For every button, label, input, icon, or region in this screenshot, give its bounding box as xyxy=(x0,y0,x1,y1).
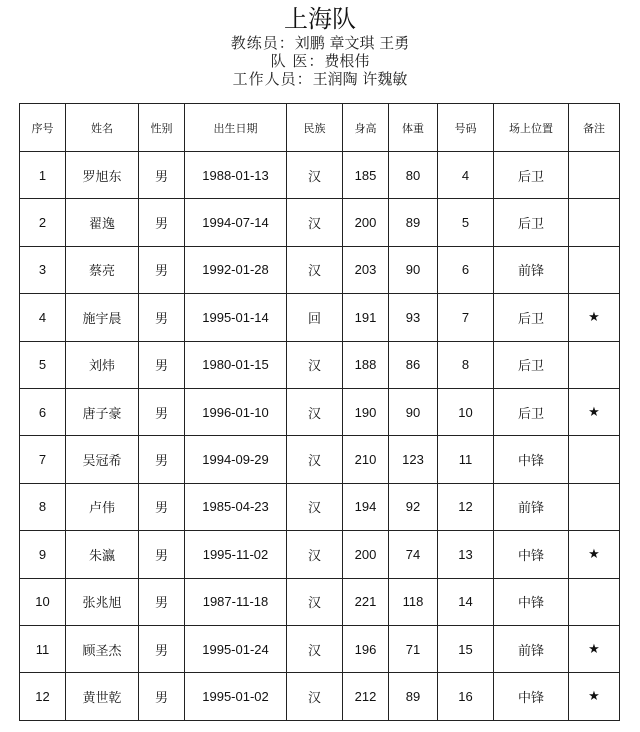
coaches-line xyxy=(0,34,640,52)
cell-weight: 80 xyxy=(389,152,438,199)
cell-birthdate: 1992-01-28 xyxy=(185,246,287,293)
cell-ethnicity: 汉 xyxy=(287,531,343,578)
cell-weight: 123 xyxy=(389,436,438,483)
cell-index: 12 xyxy=(20,673,66,720)
note-star-icon: ★ xyxy=(569,388,620,435)
cell-index: 11 xyxy=(20,625,66,672)
cell-height: 194 xyxy=(343,483,389,530)
cell-name: 蔡亮 xyxy=(66,246,139,293)
cell-position: 前锋 xyxy=(494,625,569,672)
cell-index: 2 xyxy=(20,199,66,246)
note-star-icon xyxy=(569,246,620,293)
cell-weight: 90 xyxy=(389,246,438,293)
coaches-value: 刘鹏 章文琪 王勇 xyxy=(294,34,410,52)
table-row xyxy=(20,388,620,435)
cell-index: 8 xyxy=(20,483,66,530)
cell-ethnicity: 汉 xyxy=(287,625,343,672)
cell-birthdate: 1994-07-14 xyxy=(185,199,287,246)
header-col-ethnicity: 民族 xyxy=(287,104,343,152)
cell-ethnicity: 汉 xyxy=(287,673,343,720)
cell-position: 后卫 xyxy=(494,199,569,246)
cell-birthdate: 1980-01-15 xyxy=(185,341,287,388)
cell-number: 11 xyxy=(438,436,494,483)
doctor-value: 费根伟 xyxy=(324,52,370,70)
cell-position: 前锋 xyxy=(494,483,569,530)
cell-gender: 男 xyxy=(139,388,185,435)
cell-gender: 男 xyxy=(139,199,185,246)
cell-name: 施宇晨 xyxy=(66,294,139,341)
team-title: 上海队 xyxy=(284,5,356,33)
cell-index: 9 xyxy=(20,531,66,578)
header-col-index: 序号 xyxy=(20,104,66,152)
cell-gender: 男 xyxy=(139,436,185,483)
cell-height: 221 xyxy=(343,578,389,625)
coaches-label: 教练员： xyxy=(230,34,295,52)
cell-name: 朱瀛 xyxy=(66,531,139,578)
cell-birthdate: 1987-11-18 xyxy=(185,578,287,625)
roster-body xyxy=(20,152,620,721)
cell-position: 中锋 xyxy=(494,578,569,625)
note-star-icon: ★ xyxy=(569,294,620,341)
table-row xyxy=(20,199,620,246)
cell-name: 顾圣杰 xyxy=(66,625,139,672)
cell-ethnicity: 汉 xyxy=(287,341,343,388)
cell-name: 黄世乾 xyxy=(66,673,139,720)
cell-ethnicity: 回 xyxy=(287,294,343,341)
document-header xyxy=(0,0,640,88)
cell-gender: 男 xyxy=(139,531,185,578)
staff-label: 工作人员： xyxy=(232,70,313,88)
cell-position: 前锋 xyxy=(494,246,569,293)
cell-number: 7 xyxy=(438,294,494,341)
cell-height: 210 xyxy=(343,436,389,483)
staff-line xyxy=(0,70,640,88)
cell-position: 中锋 xyxy=(494,673,569,720)
cell-ethnicity: 汉 xyxy=(287,199,343,246)
cell-height: 200 xyxy=(343,531,389,578)
cell-position: 后卫 xyxy=(494,152,569,199)
table-row xyxy=(20,246,620,293)
cell-name: 翟逸 xyxy=(66,199,139,246)
cell-height: 203 xyxy=(343,246,389,293)
header-col-position: 场上位置 xyxy=(494,104,569,152)
cell-ethnicity: 汉 xyxy=(287,436,343,483)
header-col-number: 号码 xyxy=(438,104,494,152)
cell-position: 中锋 xyxy=(494,531,569,578)
cell-height: 196 xyxy=(343,625,389,672)
cell-ethnicity: 汉 xyxy=(287,152,343,199)
cell-number: 15 xyxy=(438,625,494,672)
cell-number: 16 xyxy=(438,673,494,720)
cell-birthdate: 1994-09-29 xyxy=(185,436,287,483)
cell-height: 190 xyxy=(343,388,389,435)
cell-name: 吴冠希 xyxy=(66,436,139,483)
roster-table xyxy=(19,103,620,721)
cell-gender: 男 xyxy=(139,294,185,341)
note-star-icon xyxy=(569,483,620,530)
cell-birthdate: 1995-11-02 xyxy=(185,531,287,578)
cell-birthdate: 1995-01-14 xyxy=(185,294,287,341)
cell-height: 185 xyxy=(343,152,389,199)
table-row xyxy=(20,152,620,199)
cell-number: 14 xyxy=(438,578,494,625)
cell-height: 191 xyxy=(343,294,389,341)
header-col-name: 姓名 xyxy=(66,104,139,152)
table-row xyxy=(20,625,620,672)
cell-birthdate: 1995-01-02 xyxy=(185,673,287,720)
note-star-icon xyxy=(569,578,620,625)
cell-weight: 89 xyxy=(389,199,438,246)
header-col-weight: 体重 xyxy=(389,104,438,152)
table-header-row xyxy=(20,104,620,152)
cell-index: 3 xyxy=(20,246,66,293)
cell-height: 200 xyxy=(343,199,389,246)
note-star-icon: ★ xyxy=(569,625,620,672)
cell-number: 8 xyxy=(438,341,494,388)
cell-number: 5 xyxy=(438,199,494,246)
cell-index: 1 xyxy=(20,152,66,199)
cell-height: 188 xyxy=(343,341,389,388)
staff-value: 王润陶 许魏敏 xyxy=(312,70,408,88)
note-star-icon xyxy=(569,152,620,199)
cell-weight: 92 xyxy=(389,483,438,530)
note-star-icon: ★ xyxy=(569,673,620,720)
cell-weight: 71 xyxy=(389,625,438,672)
cell-weight: 90 xyxy=(389,388,438,435)
header-col-note: 备注 xyxy=(569,104,620,152)
cell-position: 中锋 xyxy=(494,436,569,483)
cell-gender: 男 xyxy=(139,246,185,293)
cell-number: 4 xyxy=(438,152,494,199)
table-row xyxy=(20,578,620,625)
doctor-line xyxy=(0,52,640,70)
cell-ethnicity: 汉 xyxy=(287,246,343,293)
table-row xyxy=(20,294,620,341)
cell-weight: 89 xyxy=(389,673,438,720)
cell-number: 6 xyxy=(438,246,494,293)
cell-gender: 男 xyxy=(139,152,185,199)
cell-weight: 118 xyxy=(389,578,438,625)
doctor-label: 队 医： xyxy=(270,52,325,70)
cell-name: 卢伟 xyxy=(66,483,139,530)
cell-name: 唐子豪 xyxy=(66,388,139,435)
cell-ethnicity: 汉 xyxy=(287,578,343,625)
cell-position: 后卫 xyxy=(494,294,569,341)
cell-ethnicity: 汉 xyxy=(287,483,343,530)
cell-index: 7 xyxy=(20,436,66,483)
cell-gender: 男 xyxy=(139,341,185,388)
cell-number: 10 xyxy=(438,388,494,435)
cell-gender: 男 xyxy=(139,483,185,530)
cell-name: 张兆旭 xyxy=(66,578,139,625)
cell-number: 12 xyxy=(438,483,494,530)
cell-gender: 男 xyxy=(139,625,185,672)
cell-gender: 男 xyxy=(139,578,185,625)
cell-birthdate: 1996-01-10 xyxy=(185,388,287,435)
cell-name: 刘炜 xyxy=(66,341,139,388)
cell-position: 后卫 xyxy=(494,341,569,388)
cell-position: 后卫 xyxy=(494,388,569,435)
table-row xyxy=(20,341,620,388)
table-row xyxy=(20,531,620,578)
note-star-icon xyxy=(569,436,620,483)
cell-gender: 男 xyxy=(139,673,185,720)
cell-birthdate: 1988-01-13 xyxy=(185,152,287,199)
note-star-icon xyxy=(569,341,620,388)
header-col-height: 身高 xyxy=(343,104,389,152)
cell-number: 13 xyxy=(438,531,494,578)
table-row xyxy=(20,673,620,720)
cell-birthdate: 1995-01-24 xyxy=(185,625,287,672)
note-star-icon xyxy=(569,199,620,246)
cell-birthdate: 1985-04-23 xyxy=(185,483,287,530)
cell-weight: 93 xyxy=(389,294,438,341)
cell-name: 罗旭东 xyxy=(66,152,139,199)
cell-index: 6 xyxy=(20,388,66,435)
table-row xyxy=(20,483,620,530)
cell-height: 212 xyxy=(343,673,389,720)
header-col-birthdate: 出生日期 xyxy=(185,104,287,152)
cell-index: 5 xyxy=(20,341,66,388)
cell-index: 4 xyxy=(20,294,66,341)
cell-weight: 86 xyxy=(389,341,438,388)
cell-ethnicity: 汉 xyxy=(287,388,343,435)
cell-weight: 74 xyxy=(389,531,438,578)
header-col-gender: 性别 xyxy=(139,104,185,152)
cell-index: 10 xyxy=(20,578,66,625)
note-star-icon: ★ xyxy=(569,531,620,578)
table-row xyxy=(20,436,620,483)
